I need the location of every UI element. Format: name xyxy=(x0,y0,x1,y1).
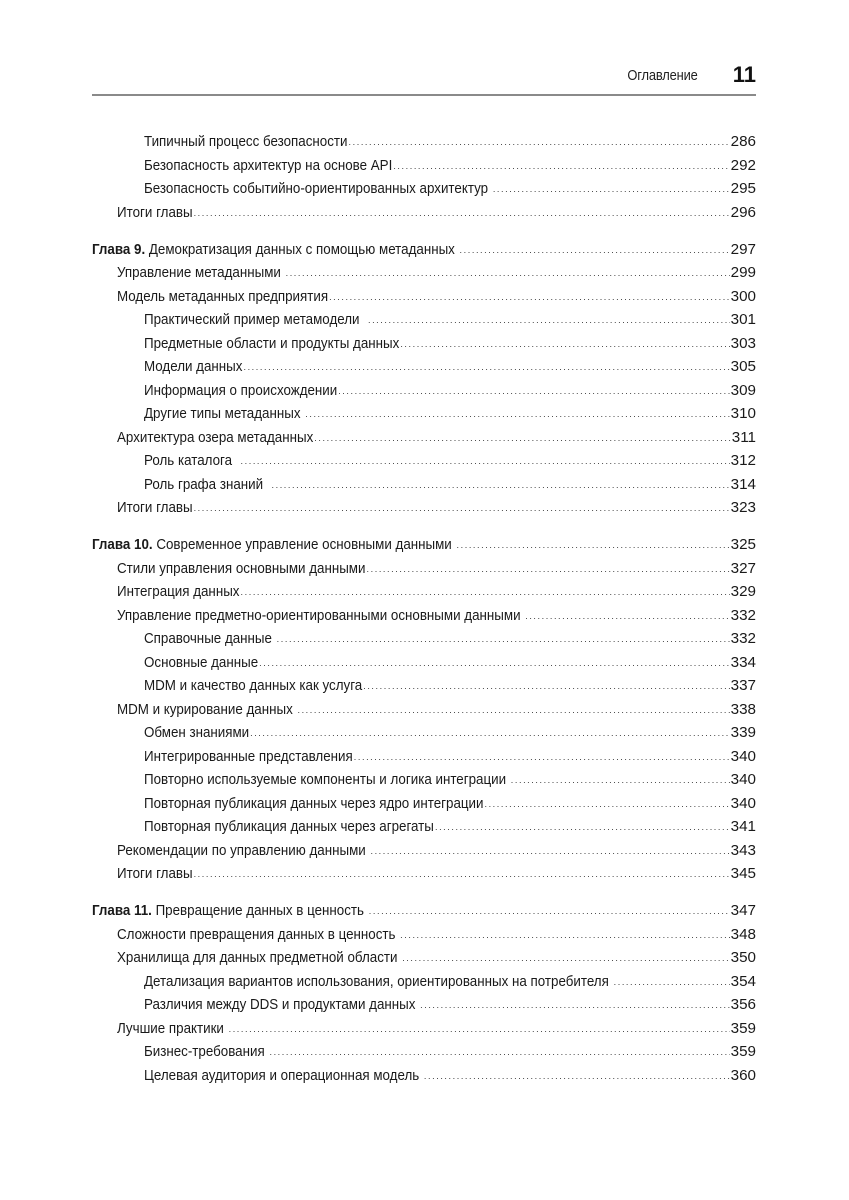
toc-section-entry xyxy=(92,698,756,722)
toc-entry-title xyxy=(92,899,368,923)
toc-entry-title xyxy=(117,201,193,225)
dot-leader xyxy=(400,333,729,357)
toc-entry-title xyxy=(92,533,455,557)
toc-entry-title xyxy=(117,946,401,970)
toc-entry-title xyxy=(117,698,296,722)
toc-page-number: 337 xyxy=(730,677,756,694)
dot-leader xyxy=(369,900,730,924)
toc-subsection-entry xyxy=(92,473,756,497)
toc-page-number: 305 xyxy=(730,358,756,375)
toc-page-number: 360 xyxy=(730,1066,756,1084)
toc-page-number: 301 xyxy=(730,311,756,328)
toc-section-entry xyxy=(92,426,756,450)
toc-page-number: 300 xyxy=(730,287,756,305)
toc-subsection-entry xyxy=(92,651,756,675)
entry-title-text: Целевая аудитория и операционная модель xyxy=(144,1066,423,1084)
toc-subsection-entry xyxy=(92,177,756,201)
toc-page-number: 340 xyxy=(730,794,756,812)
entry-title-text: Типичный процесс безопасности xyxy=(144,133,348,150)
toc-section-entry xyxy=(92,923,756,947)
dot-leader xyxy=(402,947,729,971)
toc-page-number: 340 xyxy=(730,747,756,765)
dot-leader xyxy=(368,309,730,333)
toc-page-number: 314 xyxy=(730,475,756,493)
entry-title-text: Демократизация данных с помощью метаданных xyxy=(145,240,459,258)
toc-chapter-entry xyxy=(92,238,756,262)
dot-leader xyxy=(314,427,731,451)
toc-page-number: 303 xyxy=(730,334,756,352)
toc-entry-title xyxy=(117,839,369,863)
toc-subsection-entry xyxy=(92,332,756,356)
toc-subsection-entry xyxy=(92,792,756,816)
toc-entry-title xyxy=(144,745,353,769)
toc-entry-title xyxy=(117,862,193,886)
toc-chapter-entry xyxy=(92,899,756,923)
entry-title-text: Интеграция данных xyxy=(117,583,240,600)
toc-entry-title xyxy=(144,1040,268,1064)
toc-page-number: 347 xyxy=(730,902,756,919)
dot-leader xyxy=(424,1065,730,1089)
dot-leader xyxy=(457,534,730,558)
entry-title-text: MDM и качество данных как услуга xyxy=(144,677,363,694)
entry-title-text: Бизнес-требования xyxy=(144,1043,269,1060)
dot-leader xyxy=(420,994,730,1018)
running-title: Оглавление xyxy=(627,67,698,84)
toc-section-entry xyxy=(92,1017,756,1041)
toc-entry-title xyxy=(144,154,392,178)
dot-leader xyxy=(243,356,729,380)
toc-page-number: 340 xyxy=(730,771,756,788)
toc-page-number: 286 xyxy=(730,133,756,150)
toc-entry-title xyxy=(144,177,492,201)
toc-entry-title xyxy=(144,449,239,473)
toc-page-number: 295 xyxy=(730,180,756,197)
toc-entry-title xyxy=(117,496,193,520)
toc-subsection-entry xyxy=(92,745,756,769)
dot-leader xyxy=(484,793,729,817)
toc-entry-title xyxy=(144,627,276,651)
toc-page-number: 296 xyxy=(730,203,756,221)
dot-leader xyxy=(393,155,729,179)
toc-entry-title xyxy=(144,1064,423,1088)
toc-section-entry xyxy=(92,580,756,604)
toc-subsection-entry xyxy=(92,993,756,1017)
toc-page-number: 343 xyxy=(730,841,756,859)
entry-title-text: Модели данных xyxy=(144,358,243,375)
toc-subsection-entry xyxy=(92,721,756,745)
dot-leader xyxy=(435,816,730,840)
dot-leader xyxy=(511,769,730,793)
dot-leader xyxy=(277,628,730,652)
toc-entry-title xyxy=(144,674,362,698)
running-header xyxy=(92,62,756,92)
dot-leader xyxy=(194,202,730,226)
toc-entry-title xyxy=(144,970,613,994)
page-number: 11 xyxy=(732,62,756,87)
toc-page-number: 311 xyxy=(731,428,756,446)
toc-page-number: 299 xyxy=(730,264,756,281)
toc-page-number: 345 xyxy=(730,865,756,882)
toc-entry-title xyxy=(117,1017,228,1041)
toc-entry-title xyxy=(144,379,337,403)
toc-entry-title xyxy=(144,768,510,792)
toc-entry-title xyxy=(92,238,459,262)
entry-title-text: MDM и курирование данных xyxy=(117,700,297,718)
toc-subsection-entry xyxy=(92,1040,756,1064)
toc-entry-title xyxy=(117,923,399,947)
dot-leader xyxy=(194,863,730,887)
dot-leader xyxy=(525,605,729,629)
toc-subsection-entry xyxy=(92,627,756,651)
entry-title-text: Интегрированные представления xyxy=(144,747,353,765)
toc-entry-title xyxy=(144,792,483,816)
toc-entry-title xyxy=(144,130,347,154)
toc-page-number: 329 xyxy=(730,583,756,600)
toc-entry-title xyxy=(144,473,271,497)
entry-title-text: Основные данные xyxy=(144,653,259,671)
toc-section-entry xyxy=(92,839,756,863)
entry-title-text: Итоги главы xyxy=(117,865,193,882)
entry-title-text: Повторно используемые компоненты и логика интеграции xyxy=(144,771,510,788)
toc-entry-title xyxy=(144,308,367,332)
toc-subsection-entry xyxy=(92,130,756,154)
dot-leader xyxy=(338,380,729,404)
chapter-number: Глава 11. xyxy=(92,902,152,919)
entry-title-text: Модель метаданных предприятия xyxy=(117,287,329,305)
toc-page-number: 350 xyxy=(730,949,756,966)
entry-title-text: Другие типы метаданных xyxy=(144,405,305,422)
dot-leader xyxy=(614,971,730,995)
toc-page-number: 323 xyxy=(730,499,756,516)
entry-title-text: Превращение данных в ценность xyxy=(151,902,368,919)
toc-page-number: 354 xyxy=(730,972,756,990)
entry-title-text: Итоги главы xyxy=(117,203,193,221)
dot-leader xyxy=(272,474,730,498)
entry-title-text: Повторная публикация данных через ядро интеграции xyxy=(144,794,484,812)
toc-section-entry xyxy=(92,496,756,520)
entry-title-text: Итоги главы xyxy=(117,499,193,516)
dot-leader xyxy=(259,652,730,676)
entry-title-text: Лучшие практики xyxy=(117,1019,228,1037)
dot-leader xyxy=(229,1018,730,1042)
toc-page-number: 312 xyxy=(730,452,756,469)
dot-leader xyxy=(329,286,730,310)
dot-leader xyxy=(305,403,729,427)
table-of-contents xyxy=(92,130,756,1087)
entry-title-text: Повторная публикация данных через агрегаты xyxy=(144,818,434,835)
header-rule xyxy=(92,94,756,96)
dot-leader xyxy=(493,178,730,202)
toc-page-number: 332 xyxy=(730,630,756,647)
entry-title-text: Справочные данные xyxy=(144,630,276,647)
entry-title-text: Управление метаданными xyxy=(117,264,285,281)
chapter-number: Глава 10. xyxy=(92,536,153,553)
toc-page-number: 325 xyxy=(730,536,756,553)
entry-title-text: Практический пример метамодели xyxy=(144,311,367,328)
toc-section-entry xyxy=(92,604,756,628)
toc-entry-title xyxy=(117,604,524,628)
toc-page-number: 339 xyxy=(730,724,756,741)
entry-title-text: Роль каталога xyxy=(144,452,240,469)
toc-entry-title xyxy=(117,580,239,604)
dot-leader xyxy=(286,262,730,286)
toc-page-number: 338 xyxy=(730,700,756,718)
entry-title-text: Хранилища для данных предметной области xyxy=(117,949,402,966)
toc-page-number: 348 xyxy=(730,925,756,943)
toc-subsection-entry xyxy=(92,154,756,178)
toc-page-number: 327 xyxy=(730,559,756,577)
toc-section-entry xyxy=(92,201,756,225)
entry-title-text: Стили управления основными данными xyxy=(117,559,366,577)
toc-entry-title xyxy=(144,332,399,356)
toc-entry-title xyxy=(144,651,258,675)
toc-entry-title xyxy=(117,261,285,285)
entry-title-text: Архитектура озера метаданных xyxy=(117,428,314,446)
toc-entry-title xyxy=(144,815,434,839)
toc-subsection-entry xyxy=(92,308,756,332)
toc-subsection-entry xyxy=(92,674,756,698)
toc-subsection-entry xyxy=(92,815,756,839)
toc-subsection-entry xyxy=(92,1064,756,1088)
dot-leader xyxy=(269,1041,729,1065)
dot-leader xyxy=(354,746,730,770)
dot-leader xyxy=(367,558,730,582)
toc-section-entry xyxy=(92,285,756,309)
entry-title-text: Обмен знаниями xyxy=(144,724,250,741)
entry-title-text: Управление предметно-ориентированными основными данными xyxy=(117,606,525,624)
toc-page-number: 332 xyxy=(730,606,756,624)
toc-page-number: 309 xyxy=(730,381,756,399)
toc-section-entry xyxy=(92,557,756,581)
entry-title-text: Детализация вариантов использования, ориентированных на потребителя xyxy=(144,972,613,990)
entry-title-text: Рекомендации по управлению данными xyxy=(117,841,370,859)
entry-title-text: Безопасность событийно-ориентированных архитектур xyxy=(144,180,492,197)
toc-section-entry xyxy=(92,862,756,886)
toc-entry-title xyxy=(144,993,419,1017)
toc-entry-title xyxy=(144,721,249,745)
dot-leader xyxy=(297,699,729,723)
dot-leader xyxy=(194,497,730,521)
toc-entry-title xyxy=(117,557,365,581)
toc-chapter-entry xyxy=(92,533,756,557)
entry-title-text: Сложности превращения данных в ценность xyxy=(117,925,400,943)
dot-leader xyxy=(241,450,730,474)
toc-subsection-entry xyxy=(92,768,756,792)
toc-subsection-entry xyxy=(92,970,756,994)
toc-page-number: 356 xyxy=(730,996,756,1013)
dot-leader xyxy=(460,239,730,263)
chapter-number: Глава 9. xyxy=(92,240,146,258)
dot-leader xyxy=(363,675,729,699)
entry-title-text: Роль графа знаний xyxy=(144,475,271,493)
toc-page-number: 359 xyxy=(730,1019,756,1037)
entry-title-text: Безопасность архитектур на основе API xyxy=(144,156,393,174)
dot-leader xyxy=(349,131,730,155)
entry-title-text: Предметные области и продукты данных xyxy=(144,334,400,352)
entry-title-text: Различия между DDS и продуктами данных xyxy=(144,996,420,1013)
toc-subsection-entry xyxy=(92,402,756,426)
toc-entry-title xyxy=(117,285,328,309)
entry-title-text: Современное управление основными данными xyxy=(152,536,456,553)
toc-page-number: 334 xyxy=(730,653,756,671)
dot-leader xyxy=(250,722,730,746)
dot-leader xyxy=(370,840,729,864)
toc-page-number: 359 xyxy=(730,1043,756,1060)
entry-title-text: Информация о происхождении xyxy=(144,381,338,399)
toc-section-entry xyxy=(92,946,756,970)
toc-subsection-entry xyxy=(92,449,756,473)
toc-entry-title xyxy=(144,355,242,379)
dot-leader xyxy=(400,924,730,948)
toc-page-number: 297 xyxy=(730,240,756,258)
toc-entry-title xyxy=(144,402,304,426)
toc-section-entry xyxy=(92,261,756,285)
toc-page-number: 310 xyxy=(730,405,756,422)
toc-subsection-entry xyxy=(92,379,756,403)
toc-entry-title xyxy=(117,426,313,450)
dot-leader xyxy=(241,581,730,605)
toc-subsection-entry xyxy=(92,355,756,379)
toc-page-number: 341 xyxy=(730,818,756,835)
toc-page-number: 292 xyxy=(730,156,756,174)
